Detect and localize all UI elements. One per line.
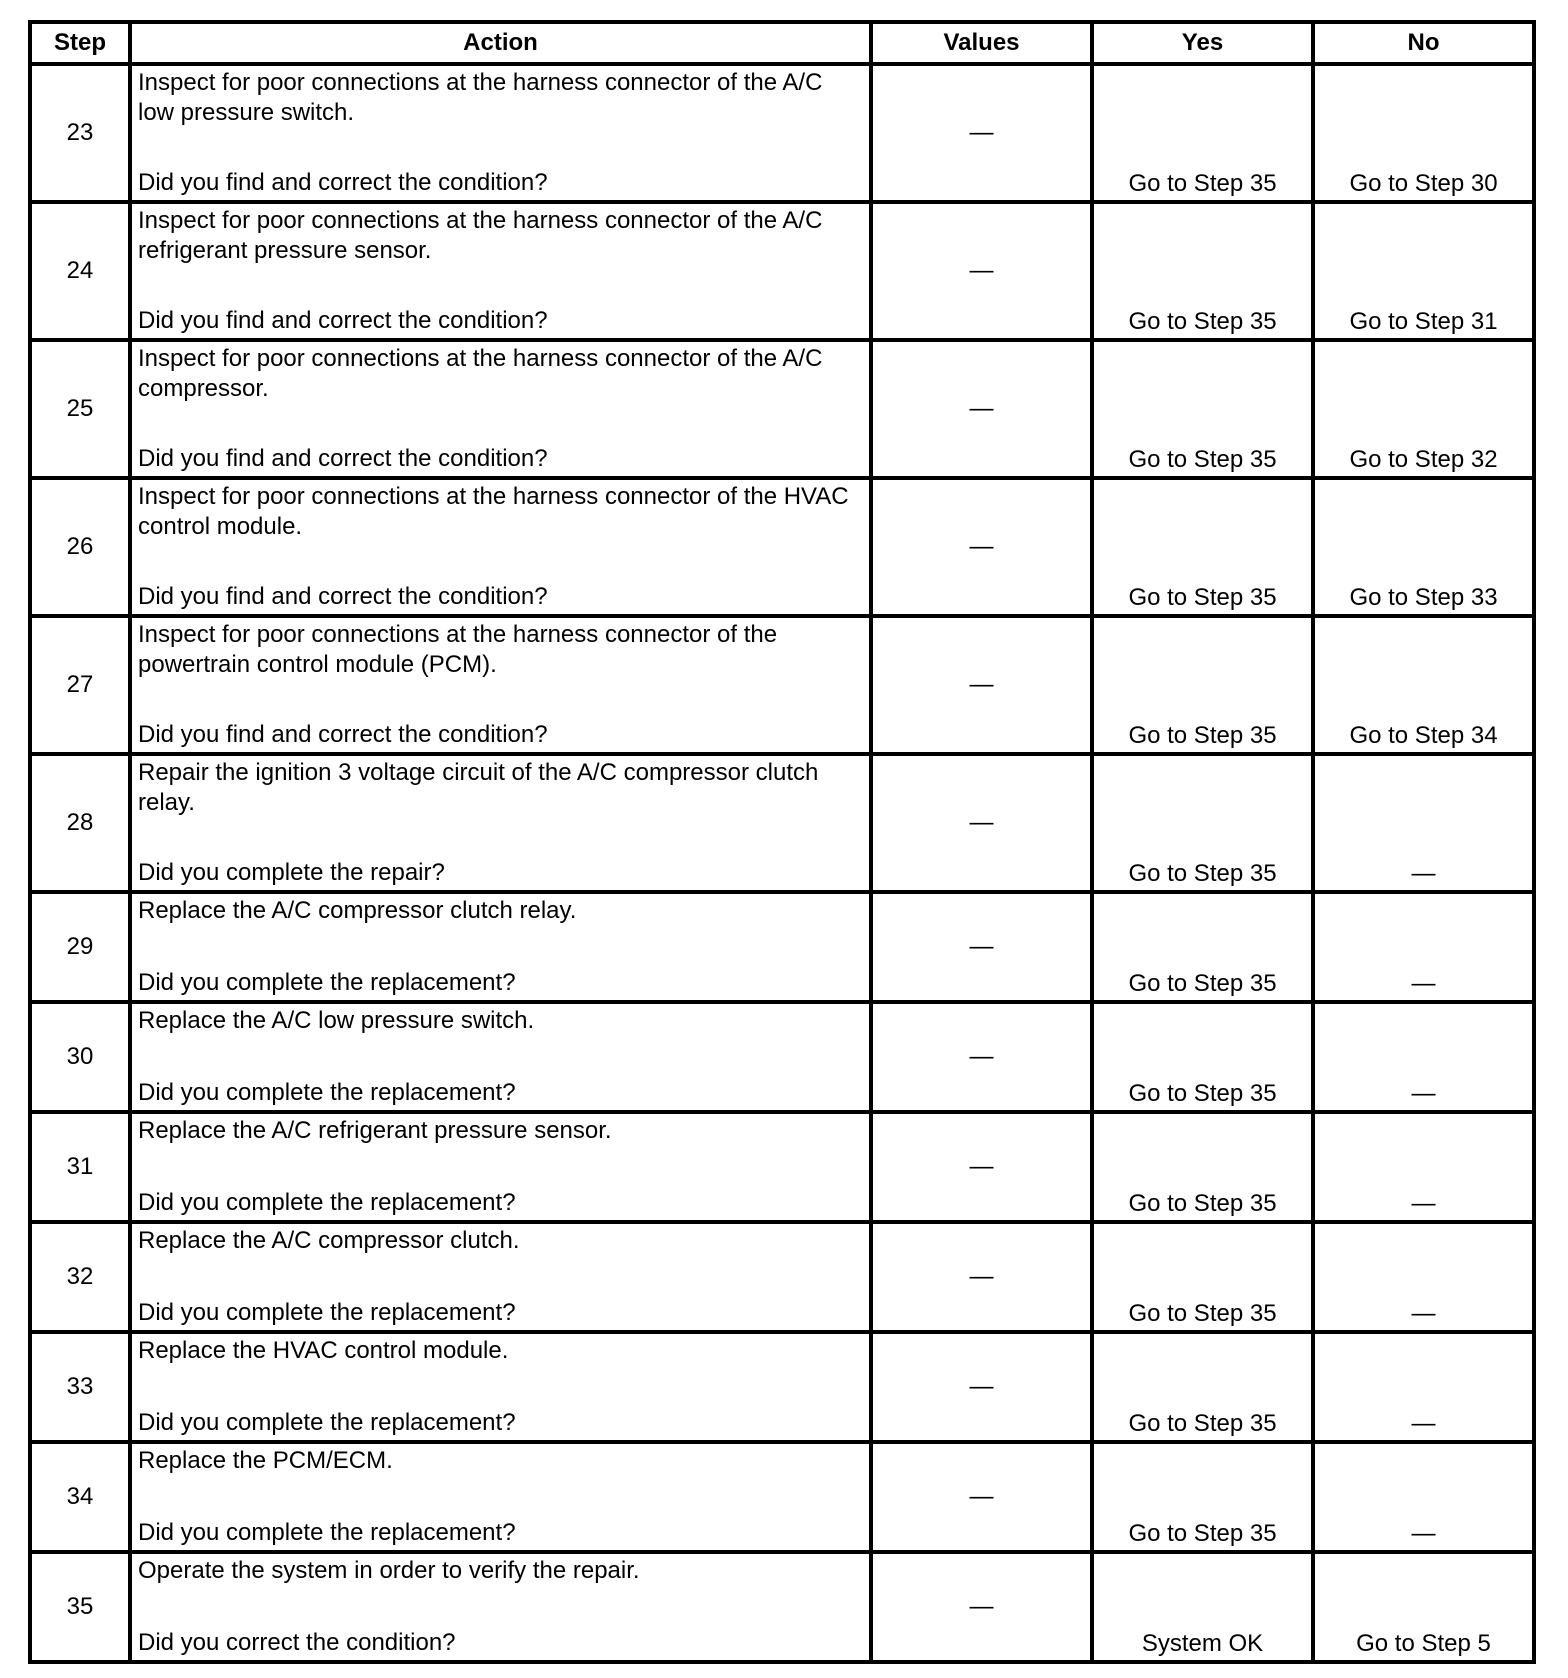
table-row xyxy=(30,64,1534,202)
action-cell xyxy=(130,754,871,892)
action-cell xyxy=(130,1112,871,1222)
table-row xyxy=(30,478,1534,616)
action-instruction: Inspect for poor connections at the harness connector of the A/C low pressure switch. xyxy=(138,69,823,126)
no-cell: — xyxy=(1313,1222,1534,1332)
step-number: 24 xyxy=(30,202,130,340)
step-number: 23 xyxy=(30,64,130,202)
values-cell: — xyxy=(871,1112,1092,1222)
step-number: 34 xyxy=(30,1442,130,1552)
no-cell: Go to Step 32 xyxy=(1313,340,1534,478)
values-cell: — xyxy=(871,202,1092,340)
no-cell: — xyxy=(1313,1002,1534,1112)
table-row xyxy=(30,616,1534,754)
values-cell: — xyxy=(871,616,1092,754)
action-instruction: Inspect for poor connections at the harness connector of the powertrain control module (PCM). xyxy=(138,621,778,678)
yes-cell: System OK xyxy=(1092,1552,1313,1662)
values-cell: — xyxy=(871,64,1092,202)
action-cell xyxy=(130,892,871,1002)
header-action: Action xyxy=(130,22,871,64)
yes-cell: Go to Step 35 xyxy=(1092,1222,1313,1332)
diagnostic-table xyxy=(28,20,1536,1664)
no-cell: — xyxy=(1313,754,1534,892)
step-number: 33 xyxy=(30,1332,130,1442)
action-question: Did you complete the replacement? xyxy=(138,1189,516,1216)
step-number: 35 xyxy=(30,1552,130,1662)
values-cell: — xyxy=(871,1442,1092,1552)
action-instruction: Replace the A/C refrigerant pressure sensor. xyxy=(138,1117,612,1144)
action-cell xyxy=(130,1552,871,1662)
action-cell xyxy=(130,1332,871,1442)
no-cell: — xyxy=(1313,892,1534,1002)
step-number: 32 xyxy=(30,1222,130,1332)
step-number: 26 xyxy=(30,478,130,616)
table-row xyxy=(30,1112,1534,1222)
table-row xyxy=(30,1002,1534,1112)
action-cell xyxy=(130,1442,871,1552)
action-instruction: Replace the PCM/ECM. xyxy=(138,1447,393,1474)
table-row xyxy=(30,202,1534,340)
yes-cell: Go to Step 35 xyxy=(1092,478,1313,616)
table-row xyxy=(30,1332,1534,1442)
table-row xyxy=(30,1222,1534,1332)
values-cell: — xyxy=(871,892,1092,1002)
step-number: 27 xyxy=(30,616,130,754)
header-step: Step xyxy=(30,22,130,64)
action-question: Did you find and correct the condition? xyxy=(138,169,548,196)
action-question: Did you complete the replacement? xyxy=(138,1299,516,1326)
header-yes: Yes xyxy=(1092,22,1313,64)
action-cell xyxy=(130,1002,871,1112)
values-cell: — xyxy=(871,1222,1092,1332)
table-row xyxy=(30,340,1534,478)
no-cell: Go to Step 33 xyxy=(1313,478,1534,616)
yes-cell: Go to Step 35 xyxy=(1092,1332,1313,1442)
step-number: 29 xyxy=(30,892,130,1002)
step-number: 28 xyxy=(30,754,130,892)
action-cell xyxy=(130,1222,871,1332)
action-question: Did you find and correct the condition? xyxy=(138,307,548,334)
no-cell: Go to Step 30 xyxy=(1313,64,1534,202)
header-values: Values xyxy=(871,22,1092,64)
yes-cell: Go to Step 35 xyxy=(1092,754,1313,892)
action-question: Did you complete the replacement? xyxy=(138,1409,516,1436)
values-cell: — xyxy=(871,1002,1092,1112)
action-cell xyxy=(130,202,871,340)
action-question: Did you complete the replacement? xyxy=(138,1519,516,1546)
no-cell: Go to Step 34 xyxy=(1313,616,1534,754)
action-instruction: Inspect for poor connections at the harness connector of the HVAC control module. xyxy=(138,483,849,540)
table-row xyxy=(30,892,1534,1002)
action-instruction: Operate the system in order to verify the repair. xyxy=(138,1557,640,1584)
yes-cell: Go to Step 35 xyxy=(1092,1112,1313,1222)
yes-cell: Go to Step 35 xyxy=(1092,892,1313,1002)
yes-cell: Go to Step 35 xyxy=(1092,616,1313,754)
step-number: 31 xyxy=(30,1112,130,1222)
table-row xyxy=(30,754,1534,892)
values-cell: — xyxy=(871,1552,1092,1662)
action-question: Did you find and correct the condition? xyxy=(138,583,548,610)
yes-cell: Go to Step 35 xyxy=(1092,64,1313,202)
values-cell: — xyxy=(871,1332,1092,1442)
table-row xyxy=(30,1552,1534,1662)
header-no: No xyxy=(1313,22,1534,64)
action-cell xyxy=(130,64,871,202)
step-number: 30 xyxy=(30,1002,130,1112)
no-cell: — xyxy=(1313,1112,1534,1222)
yes-cell: Go to Step 35 xyxy=(1092,1442,1313,1552)
values-cell: — xyxy=(871,478,1092,616)
no-cell: Go to Step 31 xyxy=(1313,202,1534,340)
action-question: Did you find and correct the condition? xyxy=(138,445,548,472)
action-instruction: Replace the HVAC control module. xyxy=(138,1337,509,1364)
yes-cell: Go to Step 35 xyxy=(1092,1002,1313,1112)
action-question: Did you complete the replacement? xyxy=(138,1079,516,1106)
action-instruction: Repair the ignition 3 voltage circuit of the A/C compressor clutch relay. xyxy=(138,759,819,816)
action-cell xyxy=(130,340,871,478)
action-instruction: Replace the A/C compressor clutch relay. xyxy=(138,897,577,924)
action-instruction: Inspect for poor connections at the harness connector of the A/C compressor. xyxy=(138,345,823,402)
action-cell xyxy=(130,616,871,754)
table-row xyxy=(30,1442,1534,1552)
header-row xyxy=(30,22,1534,64)
action-question: Did you complete the replacement? xyxy=(138,969,516,996)
action-question: Did you complete the repair? xyxy=(138,859,445,886)
values-cell: — xyxy=(871,754,1092,892)
yes-cell: Go to Step 35 xyxy=(1092,340,1313,478)
action-cell xyxy=(130,478,871,616)
action-question: Did you find and correct the condition? xyxy=(138,721,548,748)
step-number: 25 xyxy=(30,340,130,478)
action-instruction: Replace the A/C low pressure switch. xyxy=(138,1007,535,1034)
action-instruction: Replace the A/C compressor clutch. xyxy=(138,1227,520,1254)
action-instruction: Inspect for poor connections at the harness connector of the A/C refrigerant pressure sensor. xyxy=(138,207,823,264)
no-cell: Go to Step 5 xyxy=(1313,1552,1534,1662)
action-question: Did you correct the condition? xyxy=(138,1629,456,1656)
values-cell: — xyxy=(871,340,1092,478)
no-cell: — xyxy=(1313,1442,1534,1552)
no-cell: — xyxy=(1313,1332,1534,1442)
yes-cell: Go to Step 35 xyxy=(1092,202,1313,340)
